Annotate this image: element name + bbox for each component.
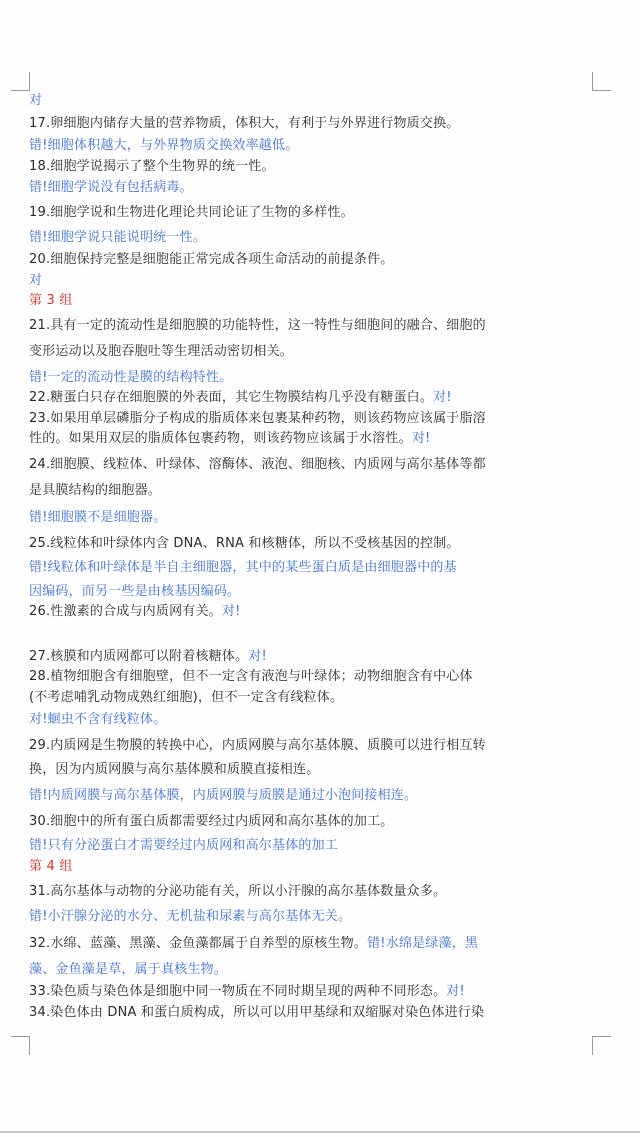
line-text: 25.线粒体和叶绿体内含 DNA、RNA 和核糖体，所以不受核基因的控制。 <box>29 536 460 551</box>
line-text: 22.糖蛋白只存在细胞膜的外表面，其它生物膜结构几乎没有糖蛋白。 <box>29 390 434 405</box>
question-line <box>29 158 275 176</box>
line-text: 藻、金鱼藻是草，属于真核生物。 <box>29 962 228 977</box>
line-text: 错!细胞膜不是细胞器。 <box>29 510 167 525</box>
page-corner-mark <box>592 72 611 91</box>
line-text: 错!细胞学说没有包括病毒。 <box>29 180 193 195</box>
line-text: 34.染色体由 DNA 和蛋白质构成，所以可以用甲基绿和双缩脲对染色体进行染 <box>29 1005 485 1020</box>
answer-line <box>29 583 240 601</box>
page-corner-mark <box>11 72 30 91</box>
answer-line <box>29 961 227 979</box>
question-line <box>29 813 393 831</box>
line-text: 对!蛔虫不含有线粒体。 <box>29 712 167 727</box>
answer-line <box>29 179 193 197</box>
answer-line <box>29 837 338 855</box>
line-text: 错!只有分泌蛋白才需要经过内质网和高尔基体的加工 <box>29 838 339 853</box>
line-text: 错!细胞学说只能说明统一性。 <box>29 230 207 245</box>
question-line <box>29 430 430 448</box>
question-line <box>29 204 354 222</box>
question-line <box>29 251 393 269</box>
line-text: 错!线粒体和叶绿体是半自主细胞器，其中的某些蛋白质是由细胞器中的基 <box>29 560 457 575</box>
answer-line <box>29 711 166 729</box>
question-line <box>29 883 446 901</box>
question-line <box>29 648 267 666</box>
question-line <box>29 317 486 335</box>
question-line <box>29 761 319 779</box>
answer-line <box>29 92 42 110</box>
answer-line <box>29 908 351 926</box>
line-text: 24.细胞膜、线粒体、叶绿体、溶酶体、液泡、细胞核、内质网与高尔基体等都 <box>29 457 486 472</box>
question-line <box>29 482 161 500</box>
answer-line <box>29 272 42 290</box>
line-text: 第 4 组 <box>29 859 73 874</box>
line-text: 换，因为内质网膜与高尔基体膜和质膜直接相连。 <box>29 762 320 777</box>
answer-verdict: 对! <box>433 390 452 405</box>
line-text: 21.具有一定的流动性是细胞膜的功能特性，这一特性与细胞间的融合、细胞的 <box>29 318 486 333</box>
line-text: 17.卵细胞内储存大量的营养物质，体积大，有利于与外界进行物质交换。 <box>29 116 460 131</box>
group-heading <box>29 292 73 310</box>
line-text: 变形运动以及胞吞胞吐等生理活动密切相关。 <box>29 344 294 359</box>
answer-line <box>29 137 298 155</box>
line-text: 33.染色质与染色体是细胞中同一物质在不同时期呈现的两种不同形态。 <box>29 984 447 999</box>
line-text: 对 <box>29 93 43 108</box>
answer-verdict: 对! <box>446 984 465 999</box>
page-corner-mark <box>592 1036 611 1055</box>
line-text: 错!细胞体积越大，与外界物质交换效率越低。 <box>29 138 299 153</box>
question-line <box>29 389 452 407</box>
bottom-divider <box>0 1131 640 1133</box>
line-text: 是具膜结构的细胞器。 <box>29 483 162 498</box>
line-text: 20.细胞保持完整是细胞能正常完成各项生命活动的前提条件。 <box>29 252 394 267</box>
line-text: 29.内质网是生物膜的转换中心，内质网膜与高尔基体膜、质膜可以进行相互转 <box>29 738 486 753</box>
answer-verdict: 对! <box>221 604 241 619</box>
question-line <box>29 935 478 953</box>
line-text: 19.细胞学说和生物进化理论共同论证了生物的多样性。 <box>29 205 354 220</box>
answer-line <box>29 509 166 527</box>
line-text: 32.水绵、蓝藻、黑藻、金鱼藻都属于自养型的原核生物。 <box>29 936 368 951</box>
line-text: 27.核膜和内质网都可以附着核糖体。 <box>29 649 249 664</box>
answer-line <box>29 559 457 577</box>
line-text: 26.性激素的合成与内质网有关。 <box>29 604 222 619</box>
line-text: 错!一定的流动性是膜的结构特性。 <box>29 370 233 385</box>
line-text: 因编码，而另一些是由核基因编码。 <box>29 584 241 599</box>
line-text: 18.细胞学说揭示了整个生物界的统一性。 <box>29 159 275 174</box>
question-line <box>29 410 486 428</box>
line-text: 错!小汗腺分泌的水分、无机盐和尿素与高尔基体无关。 <box>29 909 352 924</box>
line-text: 23.如果用单层磷脂分子构成的脂质体来包裹某种药物，则该药物应该属于脂溶 <box>29 411 486 426</box>
answer-line <box>29 229 206 247</box>
line-text: 错!内质网膜与高尔基体膜，内质网膜与质膜是通过小泡间接相连。 <box>29 788 418 803</box>
page-corner-mark <box>11 1036 30 1055</box>
line-text: 28.植物细胞含有细胞壁，但不一定含有液泡与叶绿体；动物细胞含有中心体 <box>29 669 473 684</box>
question-line <box>29 535 460 553</box>
line-text: 性的。如果用双层的脂质体包裹药物，则该药物应该属于水溶性。 <box>29 431 412 446</box>
question-line <box>29 603 241 621</box>
line-text: 对 <box>29 273 43 288</box>
question-line <box>29 668 473 686</box>
question-line <box>29 115 459 133</box>
answer-line <box>29 787 417 805</box>
line-text: 第 3 组 <box>29 293 73 308</box>
line-text: 31.高尔基体与动物的分泌功能有关，所以小汗腺的高尔基体数量众多。 <box>29 884 447 899</box>
line-text: 30.细胞中的所有蛋白质都需要经过内质网和高尔基体的加工。 <box>29 814 394 829</box>
question-line <box>29 343 293 361</box>
question-line <box>29 456 486 474</box>
line-text: (不考虑哺乳动物成熟红细胞)，但不一定含有线粒体。 <box>29 690 344 705</box>
question-line <box>29 689 343 707</box>
question-line <box>29 983 465 1001</box>
group-heading <box>29 858 73 876</box>
question-line <box>29 737 486 755</box>
answer-verdict: 错!水绵是绿藻，黑 <box>367 936 479 951</box>
question-line <box>29 1004 484 1022</box>
answer-line <box>29 369 232 387</box>
answer-verdict: 对! <box>411 431 431 446</box>
answer-verdict: 对! <box>248 649 267 664</box>
